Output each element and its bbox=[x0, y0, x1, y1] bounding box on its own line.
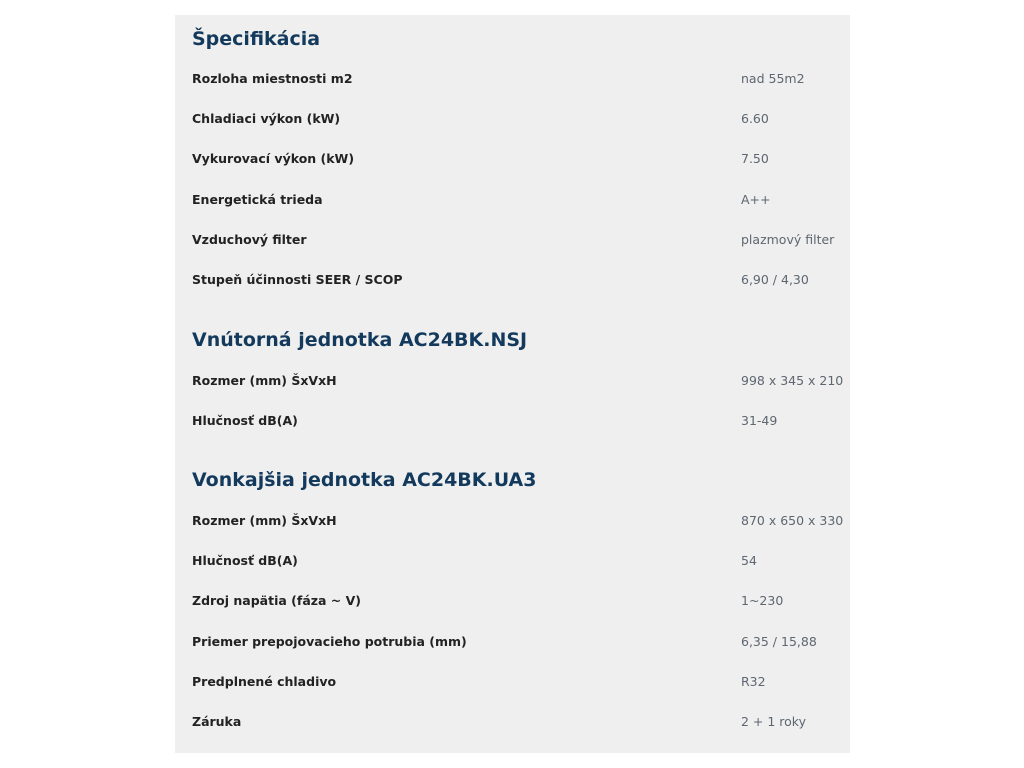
spec-row bbox=[175, 369, 850, 393]
spec-value: 6,90 / 4,30 bbox=[741, 272, 809, 287]
spec-label: Vzduchový filter bbox=[192, 232, 307, 247]
spec-value: R32 bbox=[741, 674, 766, 689]
spec-label: Chladiaci výkon (kW) bbox=[192, 111, 341, 126]
spec-value: 998 x 345 x 210 bbox=[741, 373, 844, 388]
spec-row bbox=[175, 409, 850, 433]
spec-row bbox=[175, 228, 850, 252]
spec-label: Predplnené chladivo bbox=[192, 674, 337, 689]
spec-row bbox=[175, 188, 850, 212]
section-title-vnutorna-jednotka: Vnútorná jednotka AC24BK.NSJ bbox=[192, 329, 528, 351]
spec-value: A++ bbox=[741, 192, 771, 207]
spec-label: Záruka bbox=[192, 714, 242, 729]
spec-row bbox=[175, 268, 850, 292]
spec-value: 1~230 bbox=[741, 593, 784, 608]
spec-value: 6,35 / 15,88 bbox=[741, 634, 817, 649]
spec-label: Stupeň účinnosti SEER / SCOP bbox=[192, 272, 403, 287]
spec-value: 870 x 650 x 330 bbox=[741, 513, 844, 528]
spec-row bbox=[175, 670, 850, 694]
spec-value: 7.50 bbox=[741, 151, 769, 166]
spec-value: nad 55m2 bbox=[741, 71, 805, 86]
spec-value: 31-49 bbox=[741, 413, 778, 428]
spec-row bbox=[175, 67, 850, 91]
spec-row bbox=[175, 549, 850, 573]
spec-label: Zdroj napätia (fáza ~ V) bbox=[192, 593, 362, 608]
spec-row bbox=[175, 630, 850, 654]
spec-label: Hlučnosť dB(A) bbox=[192, 413, 298, 428]
spec-label: Energetická trieda bbox=[192, 192, 323, 207]
section-title-vonkajsia-jednotka: Vonkajšia jednotka AC24BK.UA3 bbox=[192, 469, 537, 491]
spec-value: 54 bbox=[741, 553, 757, 568]
specification-panel bbox=[175, 15, 850, 753]
spec-row bbox=[175, 107, 850, 131]
spec-row bbox=[175, 589, 850, 613]
spec-label: Rozmer (mm) ŠxVxH bbox=[192, 373, 337, 388]
spec-label: Hlučnosť dB(A) bbox=[192, 553, 298, 568]
section-title-specifikacia: Špecifikácia bbox=[192, 28, 321, 50]
spec-value: 6.60 bbox=[741, 111, 769, 126]
spec-label: Rozmer (mm) ŠxVxH bbox=[192, 513, 337, 528]
spec-row bbox=[175, 710, 850, 734]
spec-row bbox=[175, 509, 850, 533]
spec-label: Vykurovací výkon (kW) bbox=[192, 151, 355, 166]
spec-value: plazmový filter bbox=[741, 232, 835, 247]
spec-value: 2 + 1 roky bbox=[741, 714, 807, 729]
spec-label: Priemer prepojovacieho potrubia (mm) bbox=[192, 634, 467, 649]
spec-row bbox=[175, 147, 850, 171]
spec-label: Rozloha miestnosti m2 bbox=[192, 71, 353, 86]
